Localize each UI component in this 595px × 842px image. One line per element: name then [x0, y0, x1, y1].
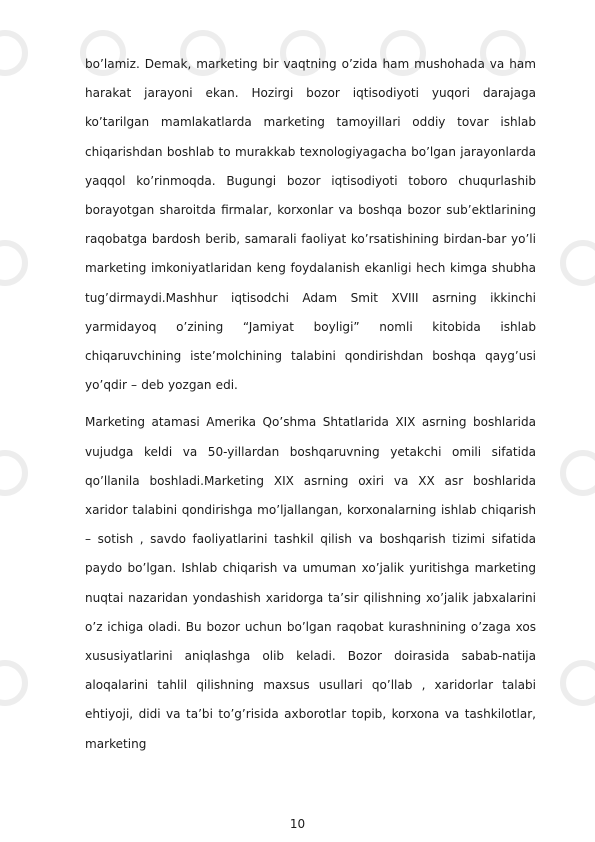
watermark-circle	[0, 660, 28, 706]
watermark-circle	[560, 660, 595, 706]
paragraph-2: Marketing atamasi Amerika Qo’shma Shtatlarida XIX asrning boshlarida vujudga keldi va 50-yillardan boshqaruvning yetakchi omili sifatida qo’llanila boshladi.Marketing XIX asrning oxiri va XX asr boshlarida xaridor talabini qondirishga mo’ljallangan, korxonalarning ishlab chiqarish – sotish , savdo faoliyatlarini tashkil qilish va boshqarish tizimi sifatida paydo bo’lgan. Ishlab chiqarish va umuman xo’jalik yuritishga marketing nuqtai nazaridan yondashish xaridorga ta’sir qilishning xo’jalik jabxalarini o’z ichiga oladi. Bu bozor uchun bo’lgan raqobat kurashnining o’zaga xos xususiyatlarini aniqlashga olib keladi. Bozor doirasida sabab-natija aloqalarini tahlil qilishning maxsus usullari qo’llab , xaridorlar talabi ehtiyoji, didi va ta’bi to’g’risida axborotlar topib, korxona va tashkilotlar, marketing	[85, 415, 536, 751]
watermark-circle	[560, 240, 595, 286]
paragraph-1: bo’lamiz. Demak, marketing bir vaqtning o’zida ham mushohada va ham harakat jarayoni ekan. Hozirgi bozor iqtisodiyoti yuqori darajaga ko’tarilgan mamlakatlarda marketing tamoyillari oddiy tovar ishlab chiqarishdan boshlab to murakkab texnologiyagacha bo’lgan jarayonlarda yaqqol ko’rinmoqda. Bugungi bozor iqtisodiyoti toboro chuqurlashib borayotgan sharoitda firmalar, korxonlar va boshqa bozor sub’ektlarining raqobatga bardosh berib, samarali faoliyat ko’rsatishining birdan-bar yo’li marketing imkoniyatlaridan keng foydalanish ekanligi hech kimga shubha tug’dirmaydi.Mashhur iqtisodchi Adam Smit XVIII asrning ikkinchi yarmidayoq o’zining “Jamiyat boyligi” nomli kitobida ishlab chiqaruvchining iste’molchining talabini qondirishdan boshqa qayg’usi yo’qdir – deb yozgan edi.	[85, 57, 536, 393]
watermark-circle	[0, 30, 28, 76]
page-number: 10	[289, 817, 306, 831]
watermark-circle	[0, 240, 28, 286]
watermark-circle	[0, 450, 28, 496]
document-body	[85, 50, 536, 767]
watermark-circle	[560, 450, 595, 496]
